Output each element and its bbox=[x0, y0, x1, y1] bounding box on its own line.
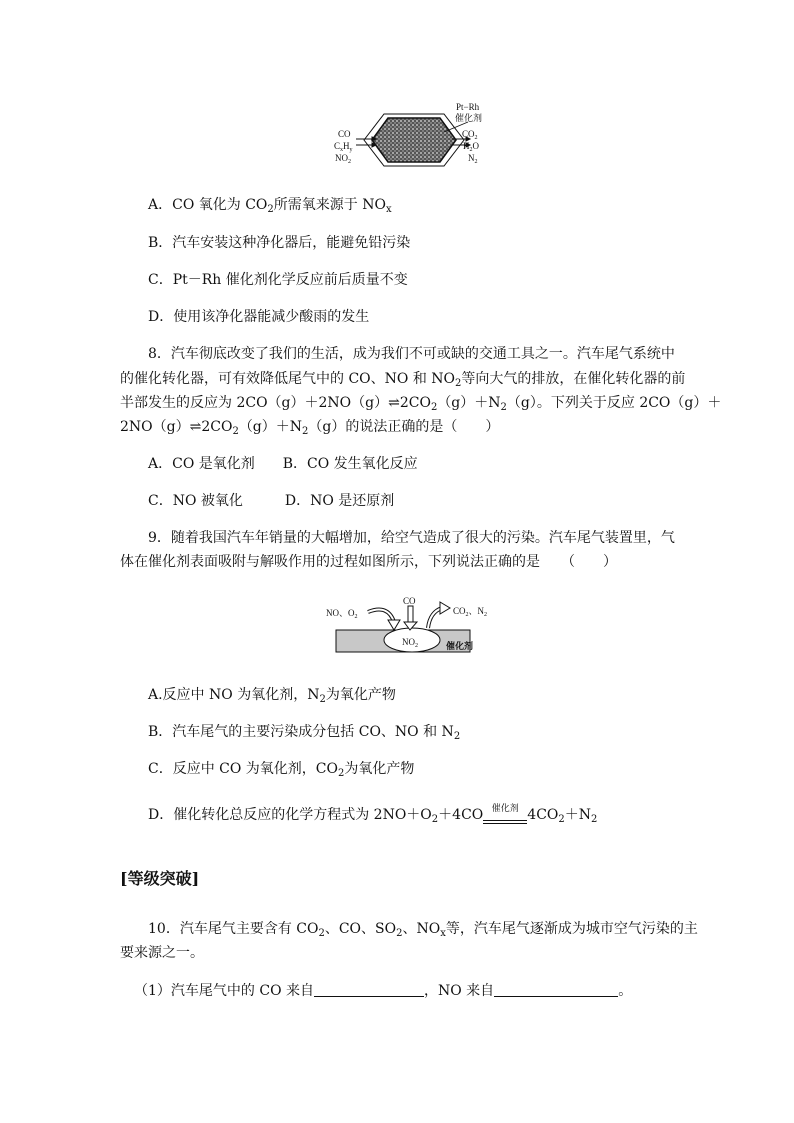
output-co2-label: $CO_2$ bbox=[462, 129, 478, 141]
q9-option-a: A.反应中 NO 为氧化剂，$N_2$为氧化产物 bbox=[148, 687, 396, 705]
q7-option-d: D．使用该净化器能减少酸雨的发生 bbox=[148, 309, 370, 325]
section-heading: [等级突破] bbox=[120, 869, 200, 888]
q7-option-a: A．CO 氧化为 $CO_2$所需氧来源于 $NO_x$ bbox=[148, 197, 392, 215]
q9-option-b: B．汽车尾气的主要污染成分包括 CO、NO 和 $N_2$ bbox=[148, 724, 461, 742]
q9-option-c: C．反应中 CO 为氧化剂，$CO_2$为氧化产物 bbox=[148, 761, 415, 779]
q7-option-c: C．Pt－Rh 催化剂化学反应前后质量不变 bbox=[148, 272, 408, 288]
q9-stem-line2: 体在催化剂表面吸附与解吸作用的过程如图所示，下列说法正确的是 （ ） bbox=[120, 554, 617, 570]
q7-option-b: B．汽车安装这种净化器后，能避免铅污染 bbox=[148, 235, 411, 251]
q8-options-cd: C．NO 被氧化 D．NO 是还原剂 bbox=[148, 493, 395, 509]
catalyst-label-1: Pt−Rh bbox=[456, 102, 480, 112]
catalyst-label: 催化剂 bbox=[446, 641, 474, 651]
q9-stem-line1: 9．随着我国汽车年销量的大幅增加，给空气造成了很大的污染。汽车尾气装置里，气 bbox=[148, 530, 675, 546]
output-gases-label: $CO_2$、$N_2$ bbox=[453, 606, 488, 618]
catalyst-condition-equals: 催化剂 bbox=[483, 812, 527, 824]
catalytic-converter-figure bbox=[0, 0, 794, 175]
input-cxhy-label: $C_xH_y$ bbox=[334, 141, 353, 153]
output-h2o-label: $H_2O$ bbox=[463, 141, 479, 153]
input-co-label: CO bbox=[338, 129, 351, 139]
q8-options-ab: A．CO 是氧化剂 B．CO 发生氧化反应 bbox=[148, 456, 418, 472]
answer-blank-co-source[interactable] bbox=[314, 982, 424, 997]
q10-stem-line1: 10．汽车尾气主要含有 $CO_2$、CO、$SO_2$、$NO_x$等，汽车尾气逐渐成为城市空气污染的主 bbox=[148, 921, 698, 939]
catalyst-label-2: 催化剂 bbox=[455, 113, 483, 123]
adsorption-figure bbox=[0, 592, 794, 672]
q8-stem-line2: 的催化转化器，可有效降低尾气中的 CO、NO 和 $NO_2$等向大气的排放，在催化转化器的前 bbox=[120, 371, 686, 389]
q10-stem-line2: 要来源之一。 bbox=[120, 945, 204, 961]
input-no2-label: $NO_2$ bbox=[335, 153, 351, 165]
adsorbed-no2-label: $NO_2$ bbox=[402, 637, 418, 649]
q10-subquestion-1: （1）汽车尾气中的 CO 来自 ，NO 来自 。 bbox=[134, 983, 633, 999]
q8-stem-line3: 半部发生的反应为 $2CO(g)+2NO(g)\rightleftharpoons 2CO_2(g)+N_2(g)$。下列关于反应 2CO（g）＋ bbox=[120, 395, 722, 413]
q8-stem-line4: $2NO(g)\rightleftharpoons 2CO_2(g)+N_2(g)$的说法正确的是（ ） bbox=[120, 419, 500, 437]
q9-option-d: D．催化转化总反应的化学方程式为 $2NO+O_2+4CO$ 催化剂 $4CO_2+N_2$ bbox=[148, 804, 598, 825]
output-n2-label: $N_2$ bbox=[468, 153, 478, 165]
converter-body bbox=[372, 118, 456, 162]
q8-stem-line1: 8．汽车彻底改变了我们的生活，成为我们不可或缺的交通工具之一。汽车尾气系统中 bbox=[148, 346, 675, 362]
co-label: CO bbox=[403, 596, 416, 606]
answer-blank-no-source[interactable] bbox=[494, 982, 618, 997]
input-gases-label: NO、$O_2$ bbox=[326, 608, 358, 620]
